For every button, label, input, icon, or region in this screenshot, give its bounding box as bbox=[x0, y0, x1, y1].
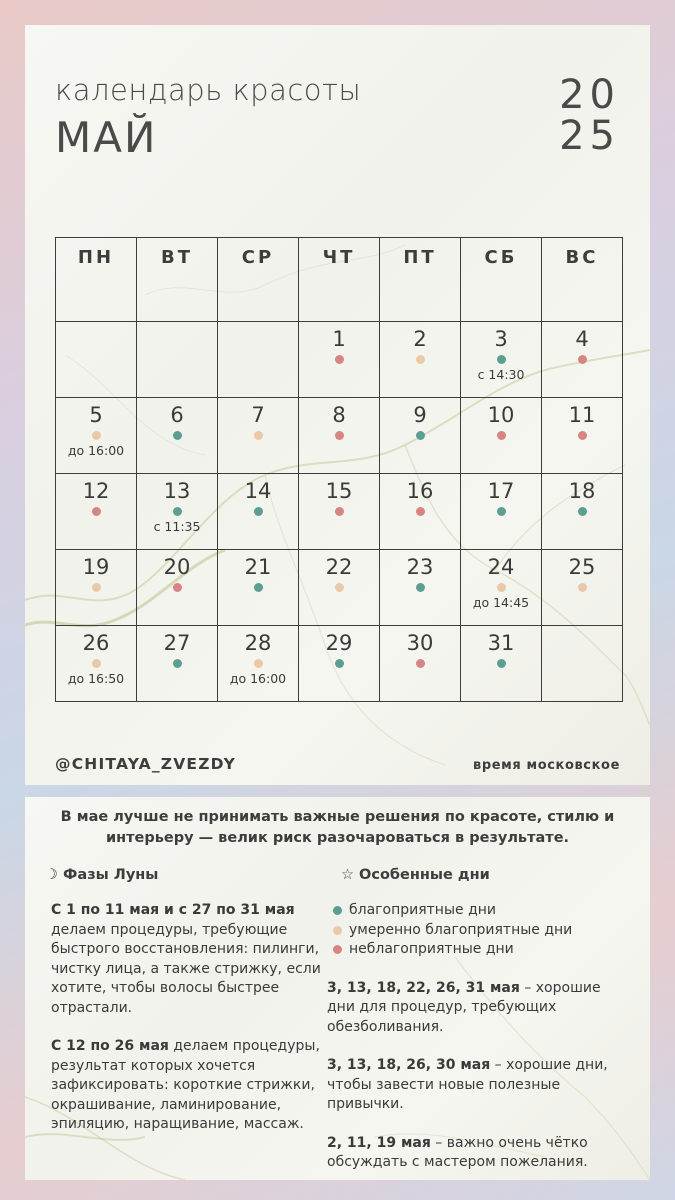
day-type-dot-good bbox=[497, 355, 506, 364]
day-number: 5 bbox=[89, 403, 103, 427]
day-type-dot-moderate bbox=[497, 583, 506, 592]
day-number: 15 bbox=[325, 479, 353, 503]
empty-day-cell bbox=[542, 626, 623, 702]
moon-paragraph-2 bbox=[51, 1037, 326, 1135]
moon-p1-text: делаем процедуры, требующие быстрого восстановления: пилинги, чистку лица, а также стрижку, если хотите, чтобы волосы быстрее отрастали. bbox=[51, 921, 321, 1016]
day-number: 12 bbox=[82, 479, 110, 503]
calendar-day-cell bbox=[299, 550, 380, 626]
calendar-day-cell bbox=[542, 550, 623, 626]
calendar-day-cell bbox=[542, 398, 623, 474]
day-number: 20 bbox=[163, 555, 191, 579]
day-type-dot-moderate bbox=[416, 355, 425, 364]
calendar-day-cell bbox=[542, 474, 623, 550]
month-title: МАЙ bbox=[55, 113, 158, 162]
day-type-dot-moderate bbox=[335, 583, 344, 592]
day-number: 21 bbox=[244, 555, 272, 579]
special-paragraph-3 bbox=[327, 1134, 632, 1173]
day-time-note: с 11:35 bbox=[153, 519, 201, 534]
special-p3-dates: 2, 11, 19 мая bbox=[327, 1134, 431, 1151]
day-number: 6 bbox=[170, 403, 184, 427]
legend-item bbox=[327, 940, 632, 960]
day-number: 17 bbox=[487, 479, 515, 503]
weekday-header: ВТ bbox=[137, 238, 218, 322]
calendar-card bbox=[25, 25, 650, 785]
day-time-note: до 14:45 bbox=[472, 595, 530, 610]
day-number: 23 bbox=[406, 555, 434, 579]
calendar-day-cell bbox=[461, 626, 542, 702]
legend-dot-bad bbox=[333, 945, 342, 954]
day-number: 26 bbox=[82, 631, 110, 655]
calendar-day-cell bbox=[380, 550, 461, 626]
moon-p2-dates: С 12 по 26 мая bbox=[51, 1038, 169, 1054]
weekday-header: ПН bbox=[56, 238, 137, 322]
legend-dot-good bbox=[333, 906, 342, 915]
day-time-note: до 16:50 bbox=[67, 671, 125, 686]
day-type-dot-bad bbox=[335, 431, 344, 440]
calendar-day-cell bbox=[56, 626, 137, 702]
legend-dot-moderate bbox=[333, 926, 342, 935]
empty-day-cell bbox=[218, 322, 299, 398]
year-top: 20 bbox=[559, 72, 620, 118]
day-type-dot-bad bbox=[416, 659, 425, 668]
day-type-dot-good bbox=[416, 431, 425, 440]
day-number: 9 bbox=[413, 403, 427, 427]
calendar-day-cell bbox=[137, 398, 218, 474]
day-number: 2 bbox=[413, 327, 427, 351]
day-number: 27 bbox=[163, 631, 191, 655]
day-type-dot-moderate bbox=[254, 659, 263, 668]
moon-paragraph-1 bbox=[51, 901, 326, 1018]
year-label bbox=[559, 72, 620, 159]
special-paragraph-1 bbox=[327, 979, 632, 1038]
day-type-dot-bad bbox=[578, 431, 587, 440]
day-type-dot-bad bbox=[335, 355, 344, 364]
day-type-dot-good bbox=[497, 507, 506, 516]
timezone-note: время московское bbox=[473, 758, 620, 773]
day-number: 3 bbox=[494, 327, 508, 351]
day-time-note: с 14:30 bbox=[477, 367, 525, 382]
weekday-header: ЧТ bbox=[299, 238, 380, 322]
day-type-dot-bad bbox=[173, 583, 182, 592]
calendar-day-cell bbox=[380, 474, 461, 550]
calendar-day-cell bbox=[461, 398, 542, 474]
calendar-day-cell bbox=[299, 626, 380, 702]
legend-label: благоприятные дни bbox=[349, 902, 496, 918]
day-number: 8 bbox=[332, 403, 346, 427]
day-time-note: до 16:00 bbox=[229, 671, 287, 686]
day-number: 11 bbox=[568, 403, 596, 427]
legend-label: неблагоприятные дни bbox=[349, 941, 514, 957]
day-type-dot-good bbox=[254, 583, 263, 592]
day-number: 16 bbox=[406, 479, 434, 503]
day-type-dot-good bbox=[173, 431, 182, 440]
calendar-day-cell bbox=[137, 626, 218, 702]
weekday-header-row bbox=[56, 238, 623, 322]
legend-item bbox=[327, 901, 632, 921]
calendar-day-cell bbox=[137, 474, 218, 550]
special-p2-text: – хорошие дни, чтобы завести новые полезные привычки. bbox=[327, 1057, 608, 1112]
day-type-dot-bad bbox=[335, 507, 344, 516]
special-p1-dates: 3, 13, 18, 22, 26, 31 мая bbox=[327, 979, 520, 996]
day-type-dot-moderate bbox=[254, 431, 263, 440]
calendar-week-row bbox=[56, 626, 623, 702]
calendar-day-cell bbox=[299, 322, 380, 398]
calendar-day-cell bbox=[299, 474, 380, 550]
day-type-dot-good bbox=[335, 659, 344, 668]
day-number: 24 bbox=[487, 555, 515, 579]
day-type-dot-moderate bbox=[578, 583, 587, 592]
special-paragraph-2 bbox=[327, 1056, 632, 1115]
calendar-day-cell bbox=[218, 398, 299, 474]
day-number: 22 bbox=[325, 555, 353, 579]
day-number: 18 bbox=[568, 479, 596, 503]
weekday-header: СБ bbox=[461, 238, 542, 322]
calendar-day-cell bbox=[218, 626, 299, 702]
year-bottom: 25 bbox=[559, 113, 620, 159]
special-p3-text: – важно очень чётко обсуждать с мастером пожелания. bbox=[327, 1134, 588, 1170]
day-type-dot-bad bbox=[416, 507, 425, 516]
day-type-dot-good bbox=[497, 659, 506, 668]
day-number: 7 bbox=[251, 403, 265, 427]
day-time-note: до 16:00 bbox=[67, 443, 125, 458]
day-number: 28 bbox=[244, 631, 272, 655]
empty-day-cell bbox=[137, 322, 218, 398]
day-type-dot-good bbox=[578, 507, 587, 516]
day-type-dot-moderate bbox=[92, 583, 101, 592]
day-type-dot-bad bbox=[92, 507, 101, 516]
legend-item bbox=[327, 921, 632, 941]
day-type-dot-bad bbox=[578, 355, 587, 364]
calendar-day-cell bbox=[461, 322, 542, 398]
calendar-day-cell bbox=[542, 322, 623, 398]
day-number: 31 bbox=[487, 631, 515, 655]
calendar-day-cell bbox=[56, 474, 137, 550]
calendar-day-cell bbox=[56, 550, 137, 626]
day-type-dot-moderate bbox=[92, 431, 101, 440]
weekday-header: ПТ bbox=[380, 238, 461, 322]
calendar-day-cell bbox=[218, 550, 299, 626]
calendar-subtitle: календарь красоты bbox=[55, 73, 362, 107]
day-number: 14 bbox=[244, 479, 272, 503]
moon-phases-heading: ☽ Фазы Луны bbox=[45, 867, 159, 883]
calendar-week-row bbox=[56, 550, 623, 626]
month-calendar-grid bbox=[55, 237, 623, 702]
calendar-day-cell bbox=[461, 550, 542, 626]
moon-p2-text: делаем процедуры, результат которых хочется зафиксировать: короткие стрижки, окрашивание, ламинирование, эпиляцию, наращивание, массаж. bbox=[51, 1038, 320, 1132]
calendar-week-row bbox=[56, 474, 623, 550]
day-number: 13 bbox=[163, 479, 191, 503]
weekday-header: ВС bbox=[542, 238, 623, 322]
day-type-dot-good bbox=[173, 507, 182, 516]
calendar-body bbox=[56, 322, 623, 702]
info-card bbox=[25, 797, 650, 1180]
calendar-day-cell bbox=[380, 398, 461, 474]
calendar-week-row bbox=[56, 322, 623, 398]
day-number: 29 bbox=[325, 631, 353, 655]
legend-label: умеренно благоприятные дни bbox=[349, 921, 573, 938]
empty-day-cell bbox=[56, 322, 137, 398]
legend bbox=[327, 901, 632, 960]
special-days-heading: ☆ Особенные дни bbox=[341, 867, 490, 883]
moon-p1-dates: С 1 по 11 мая и с 27 по 31 мая bbox=[51, 902, 295, 918]
calendar-day-cell bbox=[299, 398, 380, 474]
day-number: 25 bbox=[568, 555, 596, 579]
calendar-day-cell bbox=[218, 474, 299, 550]
calendar-day-cell bbox=[137, 550, 218, 626]
day-number: 4 bbox=[575, 327, 589, 351]
moon-phases-column bbox=[51, 901, 326, 1154]
calendar-day-cell bbox=[461, 474, 542, 550]
day-type-dot-good bbox=[416, 583, 425, 592]
special-p2-dates: 3, 13, 18, 26, 30 мая bbox=[327, 1057, 491, 1073]
day-number: 10 bbox=[487, 403, 515, 427]
instagram-handle: @CHITAYA_ZVEZDY bbox=[55, 755, 237, 773]
calendar-day-cell bbox=[380, 322, 461, 398]
day-type-dot-moderate bbox=[92, 659, 101, 668]
day-number: 30 bbox=[406, 631, 434, 655]
special-days-column bbox=[327, 901, 632, 1192]
calendar-day-cell bbox=[380, 626, 461, 702]
day-number: 1 bbox=[332, 327, 346, 351]
calendar-day-cell bbox=[56, 398, 137, 474]
weekday-header: СР bbox=[218, 238, 299, 322]
intro-text: В мае лучше не принимать важные решения по красоте, стилю и интерьеру — велик риск разочароваться в результате. bbox=[60, 809, 615, 846]
day-type-dot-good bbox=[173, 659, 182, 668]
day-type-dot-good bbox=[254, 507, 263, 516]
calendar-week-row bbox=[56, 398, 623, 474]
day-type-dot-bad bbox=[497, 431, 506, 440]
day-number: 19 bbox=[82, 555, 110, 579]
special-p1-text: – хорошие дни для процедур, требующих обезболивания. bbox=[327, 979, 601, 1035]
